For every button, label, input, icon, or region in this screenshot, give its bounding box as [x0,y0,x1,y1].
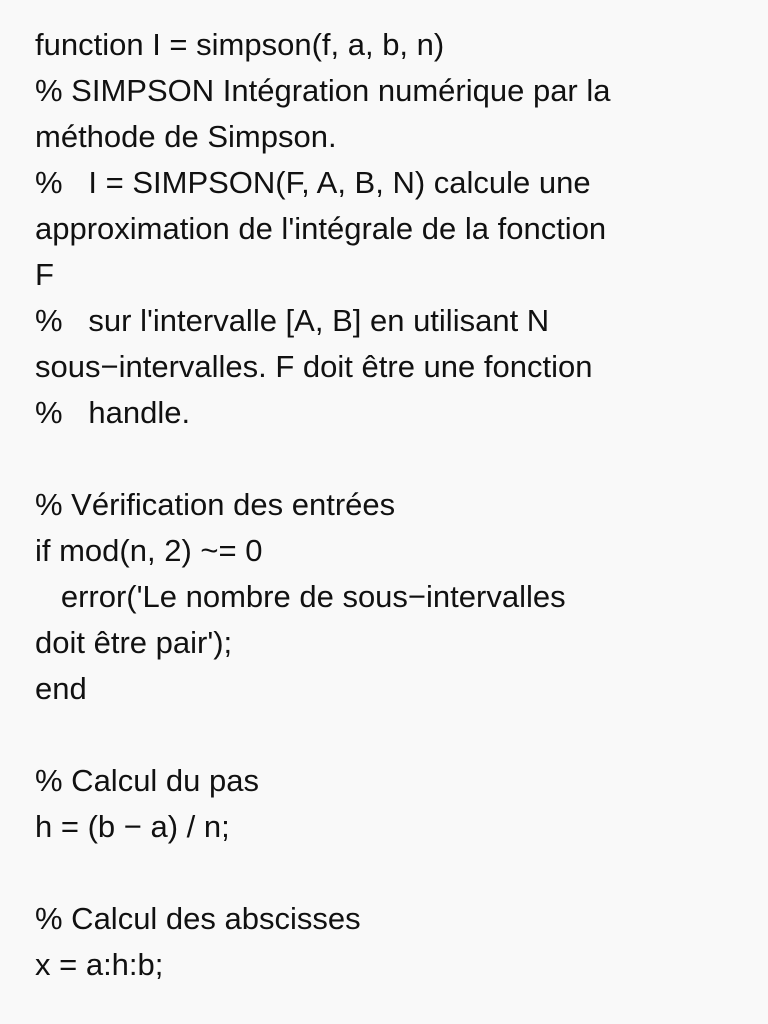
comment-line: approximation de l'intégrale de la fonction [35,211,607,246]
code-line-abscissas: x = a:h:b; [35,947,164,982]
comment-line: % SIMPSON Intégration numérique par la [35,73,611,108]
comment-line: % handle. [35,395,191,430]
code-line-step: h = (b − a) / n; [35,809,230,844]
code-line-if: if mod(n, 2) ~= 0 [35,533,263,568]
blank-line [35,850,768,896]
blank-line [35,712,768,758]
comment-line: % sur l'intervalle [A, B] en utilisant N [35,303,550,338]
comment-line: % Calcul des abscisses [35,901,361,936]
comment-line: méthode de Simpson. [35,119,337,154]
comment-line: % I = SIMPSON(F, A, B, N) calcule une [35,165,591,200]
comment-line: sous−intervalles. F doit être une fonction [35,349,593,384]
code-line-error-continued: doit être pair'); [35,625,233,660]
code-line-end: end [35,671,87,706]
code-line-error: error('Le nombre de sous−intervalles [35,579,566,614]
blank-line [35,436,768,482]
comment-line: F [35,257,54,292]
code-line-function-signature: function I = simpson(f, a, b, n) [35,27,445,62]
comment-line: % Vérification des entrées [35,487,396,522]
comment-line: % Calcul du pas [35,763,260,798]
